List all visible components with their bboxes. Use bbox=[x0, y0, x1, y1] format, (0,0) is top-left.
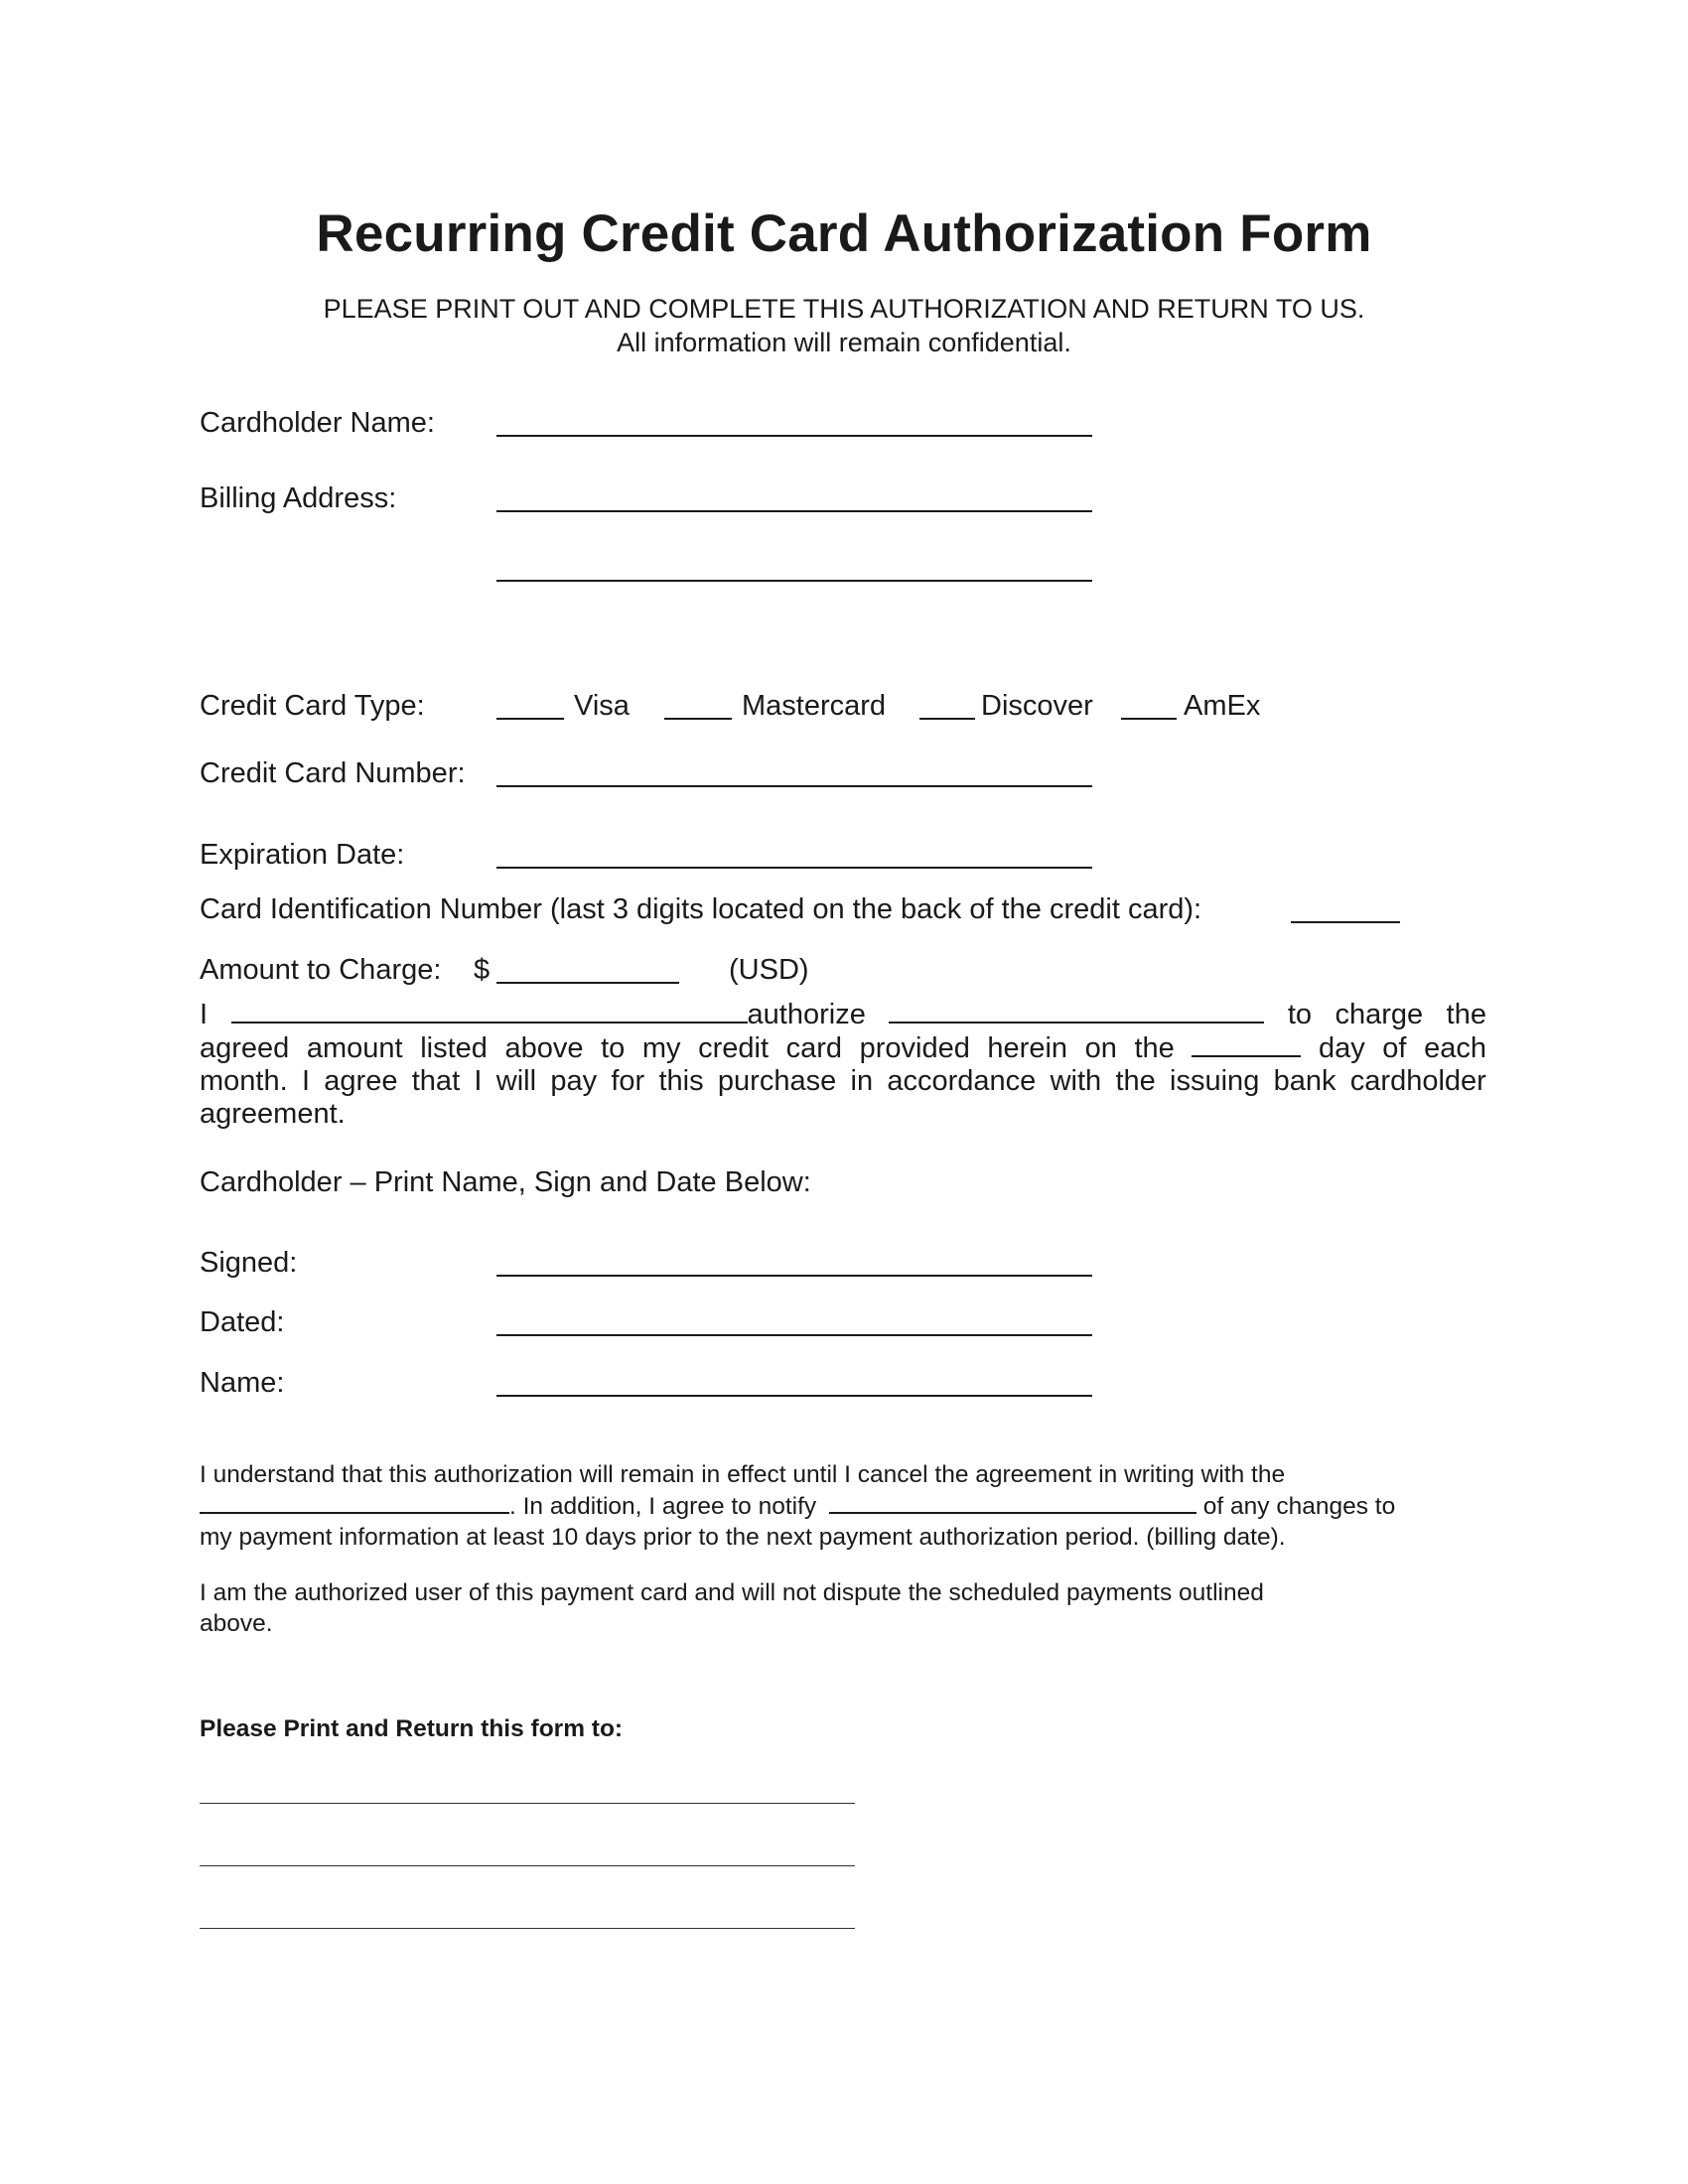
word: each bbox=[1424, 1032, 1486, 1064]
authorization-paragraph bbox=[200, 998, 1486, 1131]
cid-label: Card Identification Number (last 3 digits located on the back of the credit card): bbox=[200, 893, 1202, 925]
dollar-sign: $ bbox=[474, 954, 491, 986]
return-address-line-3[interactable] bbox=[200, 1928, 855, 1929]
word: day bbox=[1318, 1032, 1365, 1064]
expiration-field[interactable] bbox=[496, 867, 1092, 869]
word: provided bbox=[859, 1032, 970, 1064]
signature-heading: Cardholder – Print Name, Sign and Date Below: bbox=[200, 1166, 811, 1198]
word: herein bbox=[987, 1032, 1068, 1064]
cardholder-name-blank[interactable] bbox=[231, 998, 748, 1024]
word: that bbox=[411, 1065, 461, 1097]
pronoun-i: I bbox=[200, 999, 209, 1030]
word: pay bbox=[550, 1065, 598, 1097]
word: accordance bbox=[887, 1065, 1037, 1097]
authorize-word: authorize bbox=[747, 999, 866, 1030]
word: credit bbox=[698, 1032, 770, 1064]
word: cardholder bbox=[1349, 1065, 1486, 1097]
word: bank bbox=[1273, 1065, 1336, 1097]
card-type-label: Credit Card Type: bbox=[200, 690, 425, 722]
word-the: the bbox=[1446, 999, 1486, 1030]
authorization-line-2 bbox=[200, 1031, 1486, 1065]
word: agree bbox=[324, 1065, 398, 1097]
word-charge: charge bbox=[1335, 999, 1424, 1030]
billing-address-field-1[interactable] bbox=[496, 510, 1092, 512]
word: listed bbox=[420, 1032, 488, 1064]
amount-currency: (USD) bbox=[729, 954, 809, 986]
authorization-line-3 bbox=[200, 1065, 1486, 1098]
terms-line-1: I understand that this authorization will remain in effect until I cancel the agreement in writing with the bbox=[200, 1461, 1286, 1488]
card-number-label: Credit Card Number: bbox=[200, 757, 466, 789]
billing-address-field-2[interactable] bbox=[496, 580, 1092, 582]
confidentiality-note: All information will remain confidential. bbox=[617, 328, 1071, 357]
word: month. bbox=[200, 1065, 288, 1097]
card-number-field[interactable] bbox=[496, 785, 1092, 787]
word: I bbox=[474, 1065, 483, 1097]
word: to bbox=[601, 1032, 626, 1064]
card-type-amex: AmEx bbox=[1184, 690, 1261, 722]
print-instruction: PLEASE PRINT OUT AND COMPLETE THIS AUTHORIZATION AND RETURN TO US. bbox=[323, 294, 1365, 324]
date-field[interactable] bbox=[496, 1334, 1092, 1336]
card-type-mastercard: Mastercard bbox=[742, 690, 887, 722]
printed-name-field[interactable] bbox=[496, 1395, 1092, 1397]
form-title: Recurring Credit Card Authorization Form bbox=[316, 205, 1372, 263]
billing-address-label: Billing Address: bbox=[200, 482, 397, 514]
word: in bbox=[850, 1065, 874, 1097]
name-label: Name: bbox=[200, 1367, 285, 1399]
mastercard-checkbox-blank[interactable] bbox=[664, 718, 732, 720]
terms-line-3: my payment information at least 10 days prior to the next payment authorization period. (billing date). bbox=[200, 1524, 1286, 1551]
amount-label: Amount to Charge: bbox=[200, 954, 442, 986]
expiration-label: Expiration Date: bbox=[200, 839, 405, 871]
cardholder-name-label: Cardholder Name: bbox=[200, 407, 435, 439]
word: for bbox=[611, 1065, 645, 1097]
word: on bbox=[1084, 1032, 1117, 1064]
terms-changes-text: of any changes to bbox=[1202, 1493, 1396, 1520]
merchant-blank-1[interactable] bbox=[200, 1490, 509, 1514]
terms-line-2 bbox=[200, 1490, 1490, 1522]
terms-paragraph bbox=[200, 1459, 1490, 1553]
dispute-paragraph bbox=[200, 1577, 1490, 1639]
merchant-blank-2[interactable] bbox=[829, 1490, 1196, 1514]
signed-label: Signed: bbox=[200, 1247, 298, 1279]
amex-checkbox-blank[interactable] bbox=[1121, 718, 1177, 720]
word: amount bbox=[306, 1032, 403, 1064]
cardholder-name-field[interactable] bbox=[496, 435, 1092, 437]
word: the bbox=[1134, 1032, 1175, 1064]
card-type-visa: Visa bbox=[574, 690, 630, 722]
card-type-discover: Discover bbox=[981, 690, 1093, 722]
dispute-line-2: above. bbox=[200, 1610, 273, 1637]
dispute-line-1: I am the authorized user of this payment card and will not dispute the scheduled payments outlined bbox=[200, 1579, 1264, 1606]
visa-checkbox-blank[interactable] bbox=[496, 718, 564, 720]
authorization-line-4: agreement. bbox=[200, 1098, 346, 1130]
word-to: to bbox=[1287, 999, 1313, 1030]
word: issuing bbox=[1170, 1065, 1260, 1097]
billing-day-blank[interactable] bbox=[1192, 1031, 1301, 1057]
word: with bbox=[1050, 1065, 1102, 1097]
word: the bbox=[1115, 1065, 1156, 1097]
discover-checkbox-blank[interactable] bbox=[919, 718, 975, 720]
word: card bbox=[785, 1032, 843, 1064]
return-heading: Please Print and Return this form to: bbox=[200, 1715, 624, 1742]
word: my bbox=[641, 1032, 681, 1064]
word: will bbox=[495, 1065, 537, 1097]
word: of bbox=[1382, 1032, 1407, 1064]
cid-field[interactable] bbox=[1291, 921, 1400, 923]
word: I bbox=[301, 1065, 311, 1097]
word: above bbox=[504, 1032, 584, 1064]
authorization-line-1 bbox=[200, 998, 1486, 1031]
word: this bbox=[658, 1065, 704, 1097]
merchant-name-blank[interactable] bbox=[889, 998, 1264, 1024]
return-address-line-1[interactable] bbox=[200, 1803, 855, 1804]
dated-label: Dated: bbox=[200, 1306, 285, 1338]
return-address-line-2[interactable] bbox=[200, 1865, 855, 1866]
word: agreed bbox=[200, 1032, 290, 1064]
signature-field[interactable] bbox=[496, 1275, 1092, 1277]
terms-notify-text: . In addition, I agree to notify bbox=[509, 1493, 817, 1520]
amount-field[interactable] bbox=[496, 982, 679, 984]
word: purchase bbox=[717, 1065, 837, 1097]
